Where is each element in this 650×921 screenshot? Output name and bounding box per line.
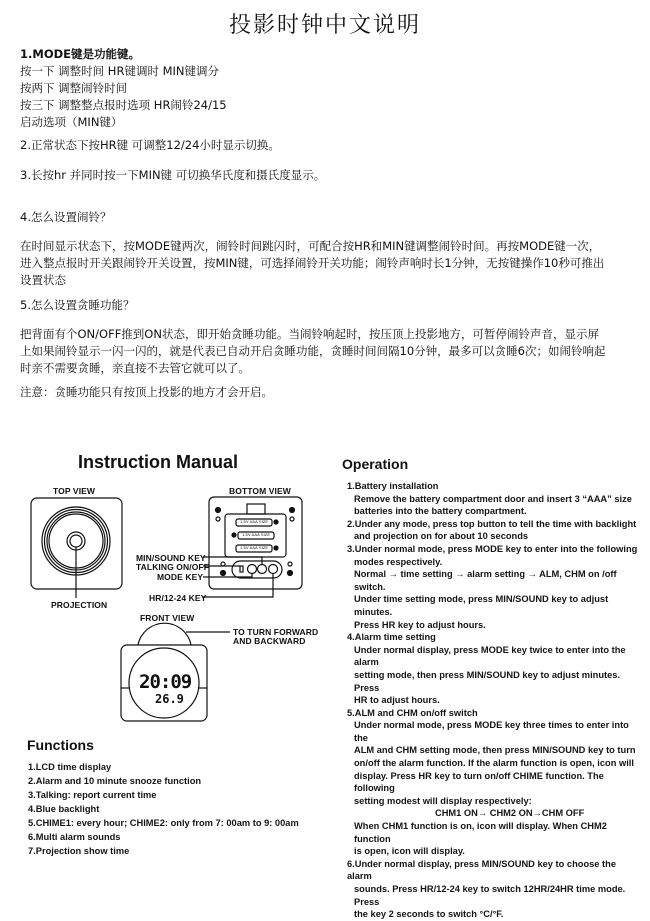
operation-line: on/off the alarm function. If the alarm function is open, icon will	[354, 758, 634, 769]
function-item: 1.LCD time display	[28, 762, 112, 772]
operation-line: 6.Under normal display, press MIN/SOUND key to choose the alarm	[347, 858, 616, 882]
operation-line: and projection on for about 10 seconds	[354, 531, 529, 542]
operation-line: setting mode, then press MIN/SOUND key to adjust minutes. Press	[354, 669, 621, 693]
operation-line: Press HR key to adjust hours.	[354, 619, 486, 630]
section-5-line: 上如果闹铃显示一闪一闪的，就是代表已自动开启贪睡功能，贪睡时间间隔10分钟，最多可以贪睡6次；如闹铃响起	[20, 344, 606, 358]
lcd-time: 20:09	[139, 671, 192, 693]
operation-line: 1.Battery installation	[347, 481, 439, 491]
battery-label: 1.5V AAA SIZE	[240, 519, 269, 524]
operation-line: display. Press HR key to turn on/off CHIME function. The following	[354, 770, 604, 794]
turn-forward-label: TO TURN FORWARD	[233, 627, 319, 637]
section-3: 3.长按hr 并同时按一下MIN键 可切换华氏度和摄氏度显示。	[20, 168, 326, 182]
manual-title: Instruction Manual	[78, 452, 239, 472]
functions-title: Functions	[27, 737, 94, 753]
operation-line: When CHM1 function is on, icon will display. When CHM2 function	[354, 821, 607, 844]
operation-line: Under time setting mode, press MIN/SOUND key to adjust minutes.	[354, 594, 609, 617]
operation-title: Operation	[342, 456, 409, 472]
function-item: 3.Talking: report current time	[28, 790, 157, 800]
section-1-heading: 1.MODE键是功能键。	[20, 47, 140, 61]
function-item: 7.Projection show time	[28, 846, 130, 856]
note: 注意：贪睡功能只有按顶上投影的地方才会开启。	[20, 385, 273, 399]
operation-line: setting modest will display respectively:	[354, 795, 532, 806]
operation-line: Normal → time setting → alarm setting → ALM, CHM on /off switch.	[354, 569, 617, 592]
front-view-label: FRONT VIEW	[140, 613, 195, 623]
talking-on-off-label: TALKING ON/OFF	[136, 562, 210, 572]
hr-12-24-key-label: HR/12-24 KEY	[149, 593, 207, 603]
operation-line: Remove the battery compartment door and insert 3 “AAA” size	[354, 493, 632, 504]
operation-line: 4.Alarm time setting	[347, 632, 436, 643]
operation-line: CHM1 ON→ CHM2 ON→CHM OFF	[435, 808, 585, 819]
battery-label: 1.5V AAA SIZE	[240, 545, 269, 550]
operation-line: the key 2 seconds to switch °C/°F.	[354, 909, 504, 920]
operation-line: 2.Under any mode, press top button to tell the time with backlight	[347, 518, 637, 529]
min-sound-key-label: MIN/SOUND KEY	[136, 553, 206, 563]
section-5-heading: 5.怎么设置贪睡功能？	[20, 298, 135, 312]
top-view-diagram	[31, 498, 122, 598]
section-4-line: 在时间显示状态下，按MODE键两次，闹铃时间跳闪时，可配合按HR和MIN键调整闹铃时间。再按MODE键一次，	[20, 239, 601, 253]
operation-line: is open, icon will display.	[354, 846, 465, 857]
section-4-line: 设置状态	[20, 273, 66, 287]
operation-line: 5.ALM and CHM on/off switch	[347, 707, 478, 718]
operation-line: HR to adjust hours.	[354, 695, 440, 706]
section-2: 2.正常状态下按HR键 可调整12/24小时显示切换。	[20, 138, 280, 152]
function-item: 5.CHIME1: every hour; CHIME2: only from 7: 00am to 9: 00am	[28, 818, 299, 828]
turn-backward-label: AND BACKWARD	[233, 636, 306, 646]
top-view-label: TOP VIEW	[53, 486, 96, 496]
operation-line: batteries into the battery compartment.	[354, 506, 527, 517]
section-1-line: 按一下 调整时间 HR键调时 MIN键调分	[20, 64, 220, 78]
operation-line: 3.Under normal mode, press MODE key to enter into the following	[347, 543, 638, 554]
functions-list	[28, 760, 328, 858]
section-1-line: 按三下 调整整点报时选项 HR闹铃24/15	[20, 98, 227, 112]
battery-label: 1.5V AAA SIZE	[242, 532, 271, 537]
operation-line: sounds. Press HR/12-24 key to switch 12HR/24HR time mode. Press	[354, 884, 626, 907]
operation-line: Under normal mode, press MODE key three times to enter into the	[354, 720, 629, 743]
section-5-line: 时亲不需要贪睡，亲直接不去管它就可以了。	[20, 361, 250, 375]
document-title: 投影时钟中文说明	[228, 13, 421, 38]
section-1-line: 启动选项（MIN键）	[20, 115, 123, 129]
operation-line: modes respectively.	[354, 556, 443, 567]
operation-line: Under normal display, press MODE key twice to enter into the alarm	[354, 644, 626, 668]
operation-list	[343, 480, 643, 921]
section-4-line: 进入整点报时开关跟闹铃开关设置，按MIN键，可选择闹铃开关功能；闹铃声响时长1分钟，无按键操作10秒可推出	[20, 256, 605, 270]
section-4-heading: 4.怎么设置闹铃？	[20, 210, 112, 224]
operation-line: ALM and CHM setting mode, then press MIN/SOUND key to turn	[354, 745, 636, 756]
lcd-temperature: 26.9	[155, 692, 184, 706]
function-item: 4.Blue backlight	[28, 804, 100, 814]
section-5-line: 把背面有个ON/OFF推到ON状态，即开始贪睡功能。当闹铃响起时，按压顶上投影地方，可暂停闹铃声音，显示屏	[20, 327, 599, 341]
function-item: 2.Alarm and 10 minute snooze function	[28, 776, 202, 786]
function-item: 6.Multi alarm sounds	[28, 832, 121, 842]
projection-label: PROJECTION	[51, 600, 108, 610]
section-1-line: 按两下 调整闹铃时间	[20, 81, 128, 95]
mode-key-label: MODE KEY	[157, 572, 204, 582]
bottom-view-label: BOTTOM VIEW	[229, 486, 291, 496]
